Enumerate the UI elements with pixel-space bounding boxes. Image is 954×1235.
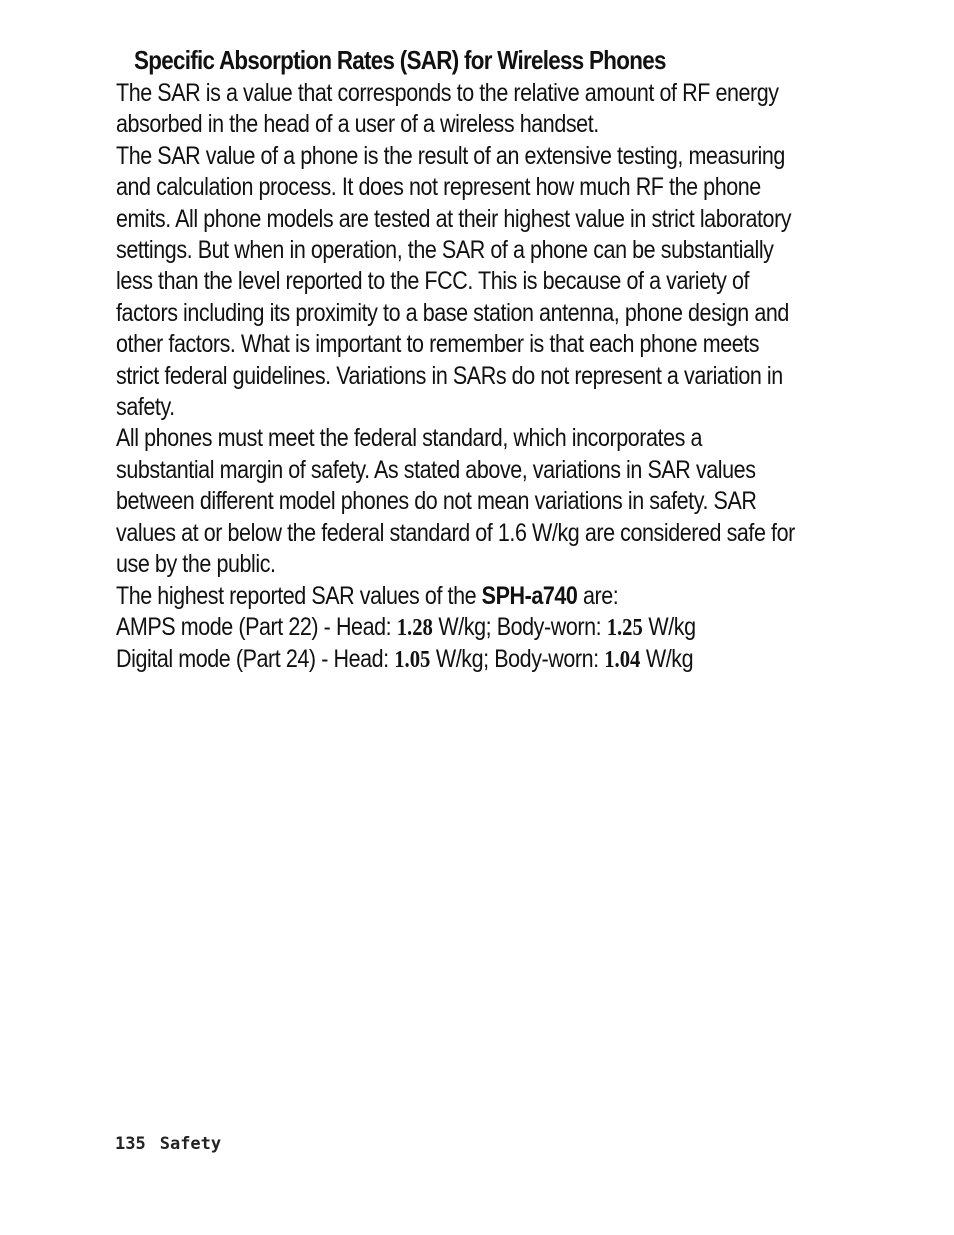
page-number: 135 [115,1134,146,1154]
digital-head-value: 1.05 [394,647,431,674]
paragraph-highest-values [116,581,804,612]
amps-body-value: 1.25 [606,614,643,641]
paragraph-sar-definition: The SAR is a value that corresponds to the relative amount of RF energy absorbed in the head of a user of a wireless handset. [116,79,779,139]
paragraph-federal-standard: All phones must meet the federal standard, which incorporates a substantial margin of safety. As stated above, variations in SAR values between different model phones do not mean variations in safety. SAR values at or below the federal standard of 1.6 W/kg are considered safe for use by the public. [116,424,795,579]
amps-label: AMPS mode (Part 22) - Head: [116,612,397,641]
amps-head-unit: W/kg; Body-worn: [432,612,607,641]
highest-suffix: are: [577,581,619,610]
digital-mode-line [116,644,804,676]
page-heading: Specific Absorption Rates (SAR) for Wireless Phones [134,45,666,75]
phone-model: SPH-a740 [481,581,578,610]
body-text [116,78,804,677]
digital-body-unit: W/kg [640,645,694,674]
paragraph-sar-testing: The SAR value of a phone is the result of an extensive testing, measuring and calculation process. It does not represent how much RF the phone emits. All phone models are tested at their highest value in strict laboratory settings. But when in operation, the SAR of a phone can be substantially less than the level reported to the FCC. This is because of a variety of factors including its proximity to a base station antenna, phone design and other factors. What is important to remember is that each phone meets strict federal guidelines. Variations in SARs do not represent a variation in safety. [116,141,792,422]
amps-head-value: 1.28 [396,614,433,641]
amps-body-unit: W/kg [642,612,696,641]
amps-mode-line [116,612,804,644]
digital-body-value: 1.04 [604,647,641,674]
digital-label: Digital mode (Part 24) - Head: [116,645,395,674]
digital-head-unit: W/kg; Body-worn: [430,645,605,674]
highest-prefix: The highest reported SAR values of the [116,581,482,610]
section-name: Safety [159,1134,222,1154]
page-footer [115,1133,221,1155]
